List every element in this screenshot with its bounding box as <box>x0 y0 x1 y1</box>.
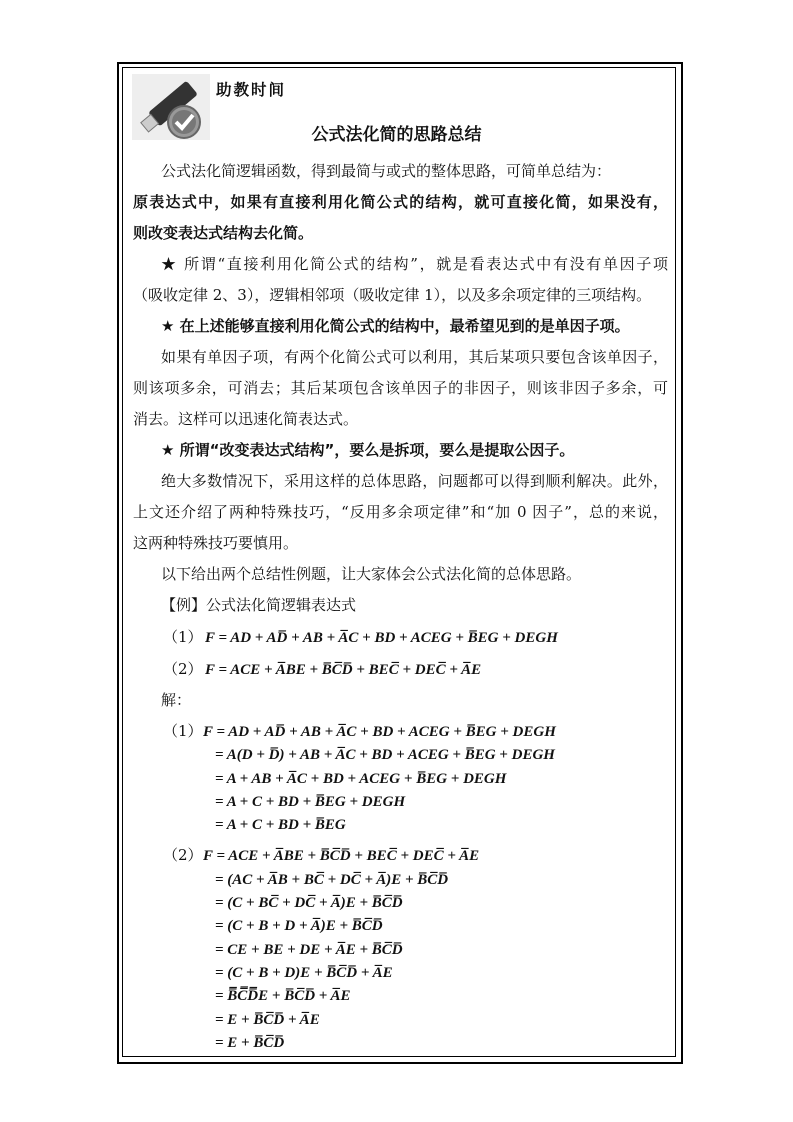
solution-1 <box>133 720 668 836</box>
paragraph-p2 <box>133 187 668 249</box>
solution-step <box>133 743 668 766</box>
text-line: 则该项多余，可消去；其后某项包含该单因子的非因子，则该非因子多余，可 <box>133 379 668 397</box>
solution-step <box>133 938 668 961</box>
section-tag: 助教时间 <box>216 81 287 99</box>
formula: = A(D + D̅) + AB + A̅C + BD + ACEG + B̅EG + DEGH <box>215 747 555 764</box>
solution-step <box>133 961 668 984</box>
formula: F = AD + AD̅ + AB + A̅C + BD + ACEG + B̅EG + DEGH <box>203 724 556 740</box>
text-line: 消去。这样可以迅速化简表达式。 <box>133 410 359 428</box>
text-line: ★ 所谓“直接利用化简公式的结构”，就是看表达式中有没有单因子项 <box>161 255 668 273</box>
formula: = B̿C̿D̿E + B̅C̅D̅ + A̅E <box>215 988 351 1005</box>
document-body <box>133 156 668 1054</box>
formula: = A + AB + A̅C + BD + ACEG + B̅EG + DEGH <box>215 770 507 787</box>
solution-step <box>133 891 668 914</box>
paragraph-p3 <box>133 249 668 311</box>
text-line: 原表达式中，如果有直接利用化简公式的结构，就可直接化简，如果没有， <box>133 193 668 211</box>
solution-step <box>133 790 668 813</box>
text-line: ★ 所谓“改变表达式结构”，要么是拆项，要么是提取公因子。 <box>161 441 575 459</box>
problem-2: （2） F = ACE + A̅BE + B̅C̅D̅ + BEC̅ + DEC̅ + A̅E <box>163 660 482 678</box>
text-line: 公式法化简逻辑函数，得到最简与或式的整体思路，可简单总结为： <box>161 162 612 180</box>
solution-step <box>133 914 668 937</box>
solution-step <box>133 1031 668 1054</box>
formula: F = AD + AD̅ + AB + A̅C + BD + ACEG + B̅EG + DEGH <box>205 630 558 646</box>
text-line: 以下给出两个总结性例题，让大家体会公式法化简的总体思路。 <box>161 565 582 583</box>
solution-step <box>133 1008 668 1031</box>
example-heading: 【例】公式法化简逻辑表达式 <box>161 596 357 614</box>
formula: = (C + B + D + A̅)E + B̅C̅D̅ <box>215 918 383 935</box>
formula: F = ACE + A̅BE + B̅C̅D̅ + BEC̅ + DEC̅ + A̅E <box>203 848 480 865</box>
solution-step: （1）F = AD + AD̅ + AB + A̅C + BD + ACEG + B̅EG + DEGH <box>163 722 556 740</box>
solution-step <box>133 813 668 836</box>
paragraph-p5 <box>133 342 668 435</box>
text-line: ★ 在上述能够直接利用化简公式的结构中，最希望见到的是单因子项。 <box>161 317 630 335</box>
solution-step <box>133 984 668 1007</box>
solution-step <box>133 767 668 790</box>
page-title: 公式法化简的思路总结 <box>311 125 482 145</box>
paragraph-p4 <box>133 311 668 342</box>
paragraph-p7 <box>133 466 668 559</box>
text-line: 绝大多数情况下，采用这样的总体思路，问题都可以得到顺利解决。此外， <box>161 472 668 490</box>
paragraph-p6 <box>133 435 668 466</box>
text-line: （吸收定律 2、3），逻辑相邻项（吸收定律 1），以及多余项定律的三项结构。 <box>133 286 652 304</box>
formula: F = ACE + A̅BE + B̅C̅D̅ + BEC̅ + DEC̅ + A̅E <box>205 662 482 678</box>
text-line: 上文还介绍了两种特殊技巧，“反用多余项定律”和“加 0 因子”，总的来说， <box>133 503 668 521</box>
text-line: 这两种特殊技巧要慎用。 <box>133 534 299 552</box>
paragraph-p1 <box>133 156 668 187</box>
problem-1: （1） F = AD + AD̅ + AB + A̅C + BD + ACEG + B̅EG + DEGH <box>163 628 558 646</box>
formula: = E + B̅C̅D̅ <box>215 1034 285 1051</box>
solution-label: 解： <box>161 691 192 709</box>
formula: = (C + B + D)E + B̅C̅D̅ + A̅E <box>215 964 393 981</box>
formula: = E + B̅C̅D̅ + A̅E <box>215 1011 320 1028</box>
formula: = CE + BE + DE + A̅E + B̅C̅D̅ <box>215 941 403 958</box>
formula: = (C + BC̅ + DC̅ + A̅)E + B̅C̅D̅ <box>215 895 403 912</box>
solution-step: （2）F = ACE + A̅BE + B̅C̅D̅ + BEC̅ + DEC̅ + A̅E <box>163 846 480 865</box>
formula: = (AC + A̅B + BC̅ + DC̅ + A̅)E + B̅C̅D̅ <box>215 871 449 888</box>
formula: = A + C + BD + B̅EG + DEGH <box>215 793 406 810</box>
paragraph-p8 <box>133 559 668 590</box>
solution-step <box>133 868 668 891</box>
text-line: 则改变表达式结构去化简。 <box>133 224 314 242</box>
formula: = A + C + BD + B̅EG <box>215 817 346 834</box>
text-line: 如果有单因子项，有两个化简公式可以利用，其后某项只要包含该单因子， <box>161 348 668 366</box>
solution-2 <box>133 844 668 1054</box>
